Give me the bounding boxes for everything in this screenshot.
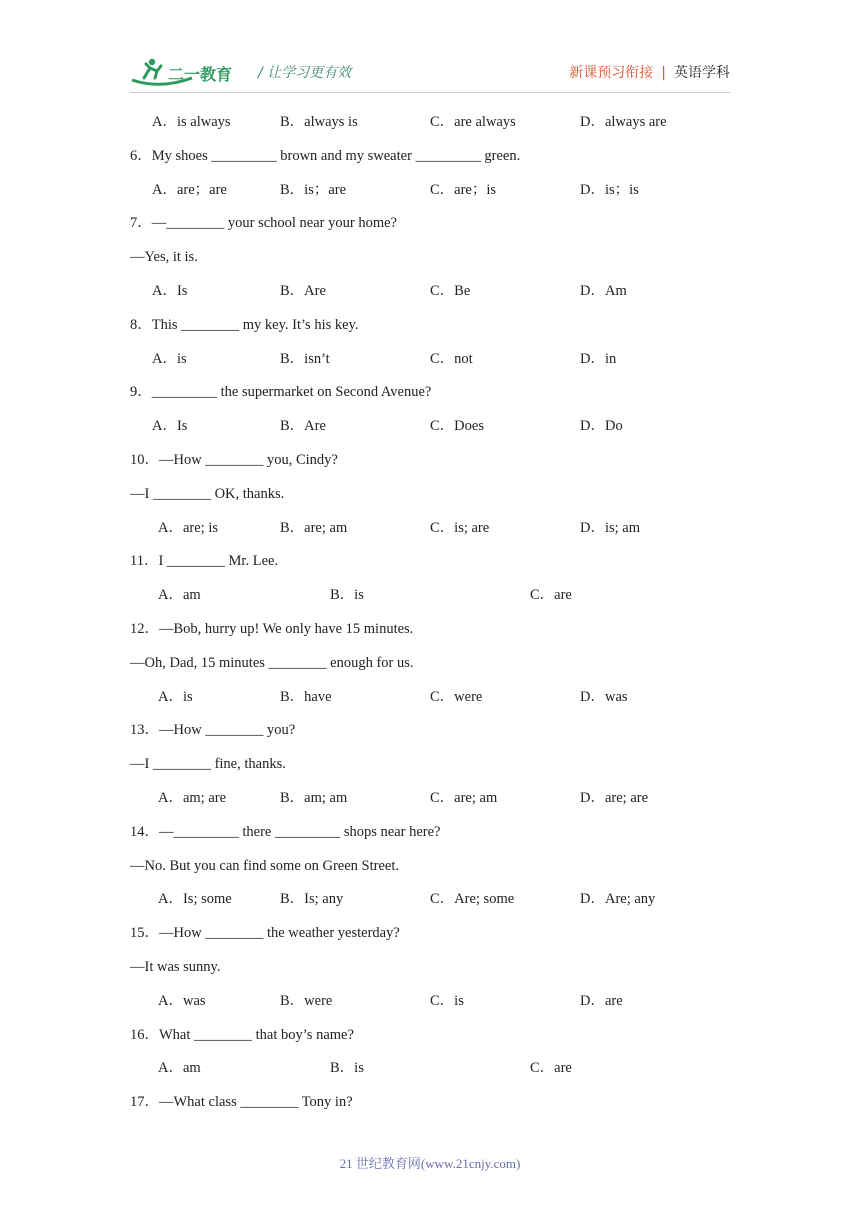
option-c[interactable]: C．Are; some: [430, 891, 515, 908]
option-row: [130, 885, 730, 919]
question-text: —No. But you can find some on Green Street.: [130, 857, 400, 874]
option-b[interactable]: B．isn’t: [280, 350, 330, 367]
option-row: [130, 412, 730, 446]
option-c[interactable]: C．not: [430, 350, 473, 367]
logo-text: 二一教育: [168, 65, 233, 84]
question-text: 9．_________ the supermarket on Second Avenue?: [130, 384, 432, 401]
option-c[interactable]: C．is: [430, 992, 464, 1009]
logo-icon: [130, 56, 250, 90]
option-a[interactable]: A．is: [158, 688, 193, 705]
question-text: 16．What ________ that boy’s name?: [130, 1026, 354, 1043]
subject-label: 英语学科: [674, 65, 730, 81]
question-text: 11．I ________ Mr. Lee.: [130, 553, 279, 570]
option-a[interactable]: A．are; is: [158, 519, 218, 536]
option-a[interactable]: A．is: [152, 350, 187, 367]
option-a[interactable]: A．am; are: [158, 789, 227, 806]
option-d[interactable]: D．is; am: [580, 519, 641, 536]
option-d[interactable]: D．is；is: [580, 181, 639, 198]
option-d[interactable]: D．are; are: [580, 789, 649, 806]
question-text: 6．My shoes _________ brown and my sweater _________ green.: [130, 147, 521, 164]
option-b[interactable]: B．is: [330, 1060, 364, 1077]
option-row: [130, 784, 730, 818]
option-a[interactable]: A．was: [158, 992, 206, 1009]
question-list: [130, 108, 730, 1122]
option-row: [130, 277, 730, 311]
question-text: 10．—How ________ you, Cindy?: [130, 451, 338, 468]
option-b[interactable]: B．were: [280, 992, 333, 1009]
option-b[interactable]: B．is；are: [280, 181, 347, 198]
option-c[interactable]: C．were: [430, 688, 483, 705]
question-text: —It was sunny.: [130, 958, 221, 975]
option-d[interactable]: D．Do: [580, 418, 623, 435]
option-row: [130, 683, 730, 717]
option-c[interactable]: C．are；is: [430, 181, 497, 198]
question-text: 17．—What class ________ Tony in?: [130, 1094, 353, 1111]
option-d[interactable]: D．always are: [580, 114, 667, 130]
option-b[interactable]: B．am; am: [280, 789, 348, 806]
option-b[interactable]: B．always is: [280, 114, 358, 130]
option-b[interactable]: B．is: [330, 587, 364, 604]
option-c[interactable]: C．is; are: [430, 519, 490, 536]
header-right: [569, 62, 730, 82]
option-d[interactable]: D．are: [580, 992, 623, 1009]
header-divider: [130, 92, 730, 93]
option-d[interactable]: D．was: [580, 688, 628, 705]
option-row: [130, 108, 730, 142]
question-text: 8．This ________ my key. It’s his key.: [130, 316, 359, 333]
slogan: / 让学习更有效: [258, 65, 352, 81]
question-text: 7．—________ your school near your home?: [130, 215, 397, 232]
option-b[interactable]: B．are; am: [280, 519, 348, 536]
question-text: —Yes, it is.: [130, 249, 198, 266]
option-a[interactable]: A．Is; some: [158, 891, 232, 908]
question-text: 12．—Bob, hurry up! We only have 15 minutes.: [130, 620, 414, 637]
option-c[interactable]: C．are; am: [430, 789, 498, 806]
question-text: —Oh, Dad, 15 minutes ________ enough for us.: [130, 654, 414, 671]
option-c[interactable]: C．Does: [430, 418, 484, 435]
option-b[interactable]: B．Are: [280, 282, 326, 299]
option-a[interactable]: A．am: [158, 587, 201, 604]
header-separator: |: [661, 65, 666, 81]
question-text: 15．—How ________ the weather yesterday?: [130, 925, 400, 942]
option-d[interactable]: D．Am: [580, 282, 627, 299]
option-row: [130, 345, 730, 379]
page-header: [130, 52, 730, 92]
option-c[interactable]: C．are: [530, 587, 572, 604]
question-text: —I ________ OK, thanks.: [130, 485, 285, 502]
question-text: 13．—How ________ you?: [130, 722, 296, 739]
question-text: —I ________ fine, thanks.: [130, 756, 286, 773]
option-d[interactable]: D．in: [580, 350, 617, 367]
option-c[interactable]: C．Be: [430, 282, 471, 299]
option-a[interactable]: A．Is: [152, 418, 188, 435]
option-row: [130, 987, 730, 1021]
course-label: 新课预习衔接: [569, 65, 654, 81]
option-c[interactable]: C．are always: [430, 114, 516, 130]
option-row: [130, 514, 730, 548]
option-row: [130, 176, 730, 210]
option-b[interactable]: B．Is; any: [280, 891, 344, 908]
option-b[interactable]: B．have: [280, 688, 332, 705]
option-c[interactable]: C．are: [530, 1060, 572, 1077]
option-d[interactable]: D．Are; any: [580, 891, 656, 908]
option-a[interactable]: A．are；are: [152, 181, 227, 198]
page-footer: 21 世纪教育网(www.21cnjy.com): [339, 1156, 521, 1171]
option-a[interactable]: A．am: [158, 1060, 201, 1077]
option-a[interactable]: A．is always: [152, 114, 231, 130]
option-b[interactable]: B．Are: [280, 418, 326, 435]
option-row: [130, 1054, 730, 1088]
option-row: [130, 581, 730, 615]
option-a[interactable]: A．Is: [152, 282, 188, 299]
question-text: 14．—_________ there _________ shops near here?: [130, 823, 441, 840]
